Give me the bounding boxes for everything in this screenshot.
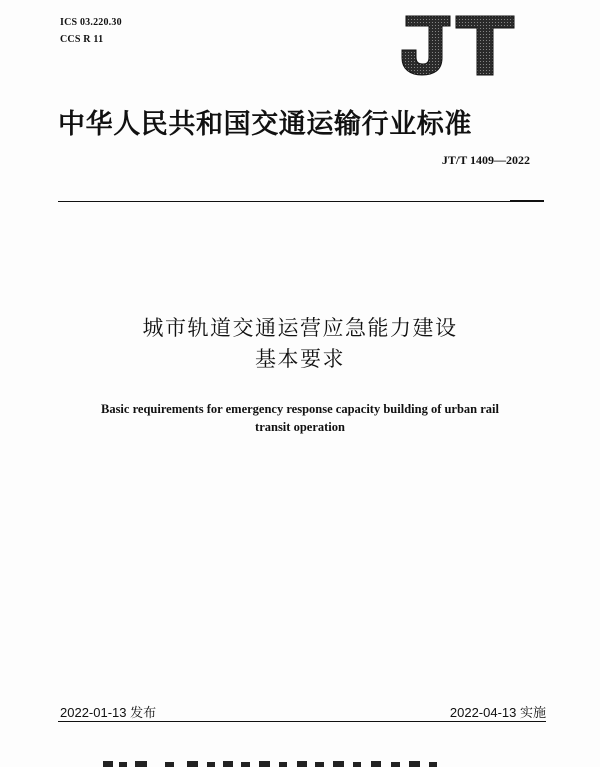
- classification-codes: [60, 14, 122, 48]
- standard-number: JT/T 1409—2022: [441, 153, 530, 167]
- cropped-publisher-line: [95, 753, 515, 767]
- chinese-title-line-1: 城市轨道交通运营应急能力建设: [142, 316, 458, 340]
- issue-date: 2022-01-13 发布: [60, 705, 157, 720]
- english-title: [60, 400, 540, 436]
- implementation-date: 2022-04-13 实施: [449, 705, 546, 720]
- chinese-title-line-2: 基本要求: [255, 347, 345, 371]
- english-title-line-2: transit operation: [255, 420, 345, 434]
- header-divider: [58, 201, 544, 202]
- ics-code: ICS 03.220.30: [60, 17, 122, 28]
- issuing-organization: 中华人民共和国交通运输行业标准: [58, 109, 472, 140]
- logo-text: JT: [398, 12, 399, 13]
- footer-divider: [58, 721, 546, 722]
- jt-logo: [398, 12, 518, 78]
- header-divider-accent: [510, 200, 544, 202]
- english-title-line-1: Basic requirements for emergency response capacity building of urban rail: [100, 402, 500, 416]
- chinese-title: [0, 313, 600, 375]
- ccs-code: CCS R 11: [60, 34, 104, 45]
